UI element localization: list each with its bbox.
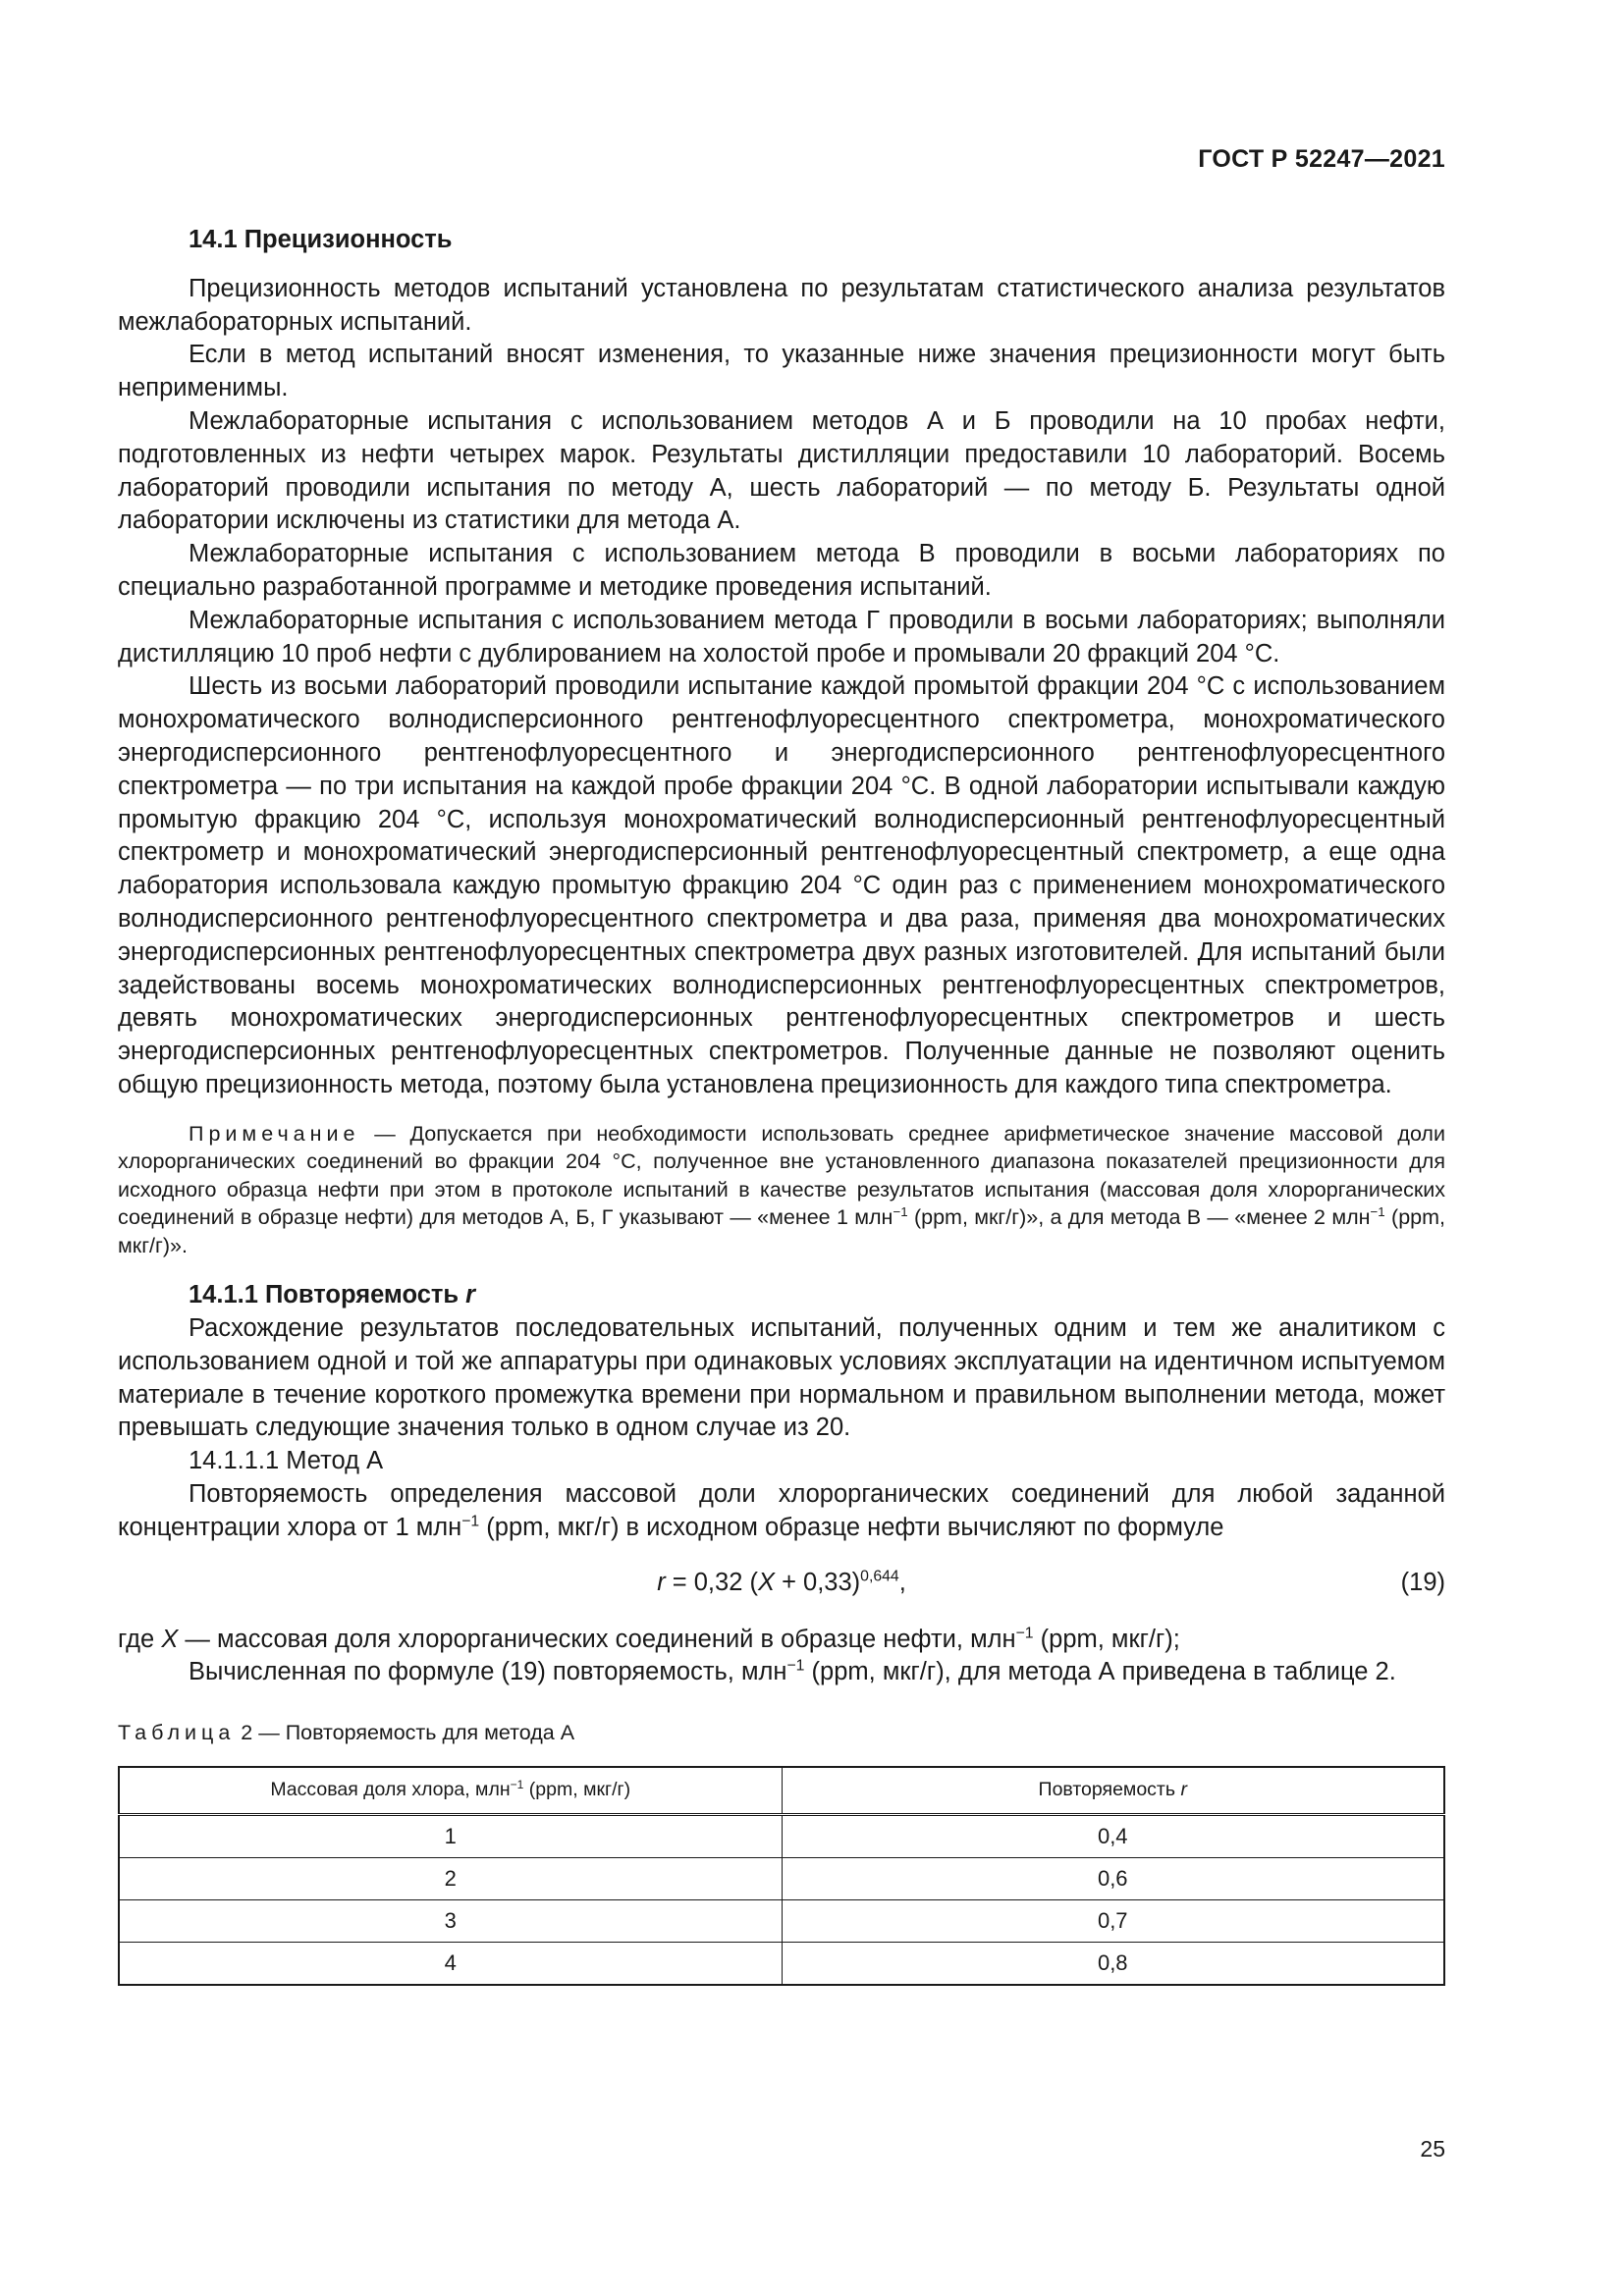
subsection-heading-symbol: r	[465, 1281, 476, 1309]
paragraph: Межлабораторные испытания с использованием метода Г проводили в восьми лабораториях; выполняли дистилляцию 10 проб нефти с дублированием на холостой пробе и промывали 20 фракций 204 °С.	[118, 606, 1445, 667]
paragraph: Расхождение результатов последовательных испытаний, полученных одним и тем же аналитиком с использованием одной и той же аппаратуры при одинаковых условиях эксплуатации на идентичном испытуемом материале в течение короткого промежутка времени при нормальном и правильном выполнении метода, может превышать следующие значения только в одном случае из 20.	[118, 1314, 1445, 1442]
paragraph: Шесть из восьми лабораторий проводили испытание каждой промытой фракции 204 °С с использованием монохроматического волнодисперсионного рентгенофлуоресцентного спектрометра, монохроматического энергодисперсионного рентгенофлуоресцентного и энергодисперсионного рентгенофлуоресцентного спектрометра — по три испытания на каждой пробе фракции 204 °С. В одной лаборатории испытывали каждую промытую фракцию 204 °С, используя монохроматический волнодисперсионный рентгенофлуоресцентный спектрометр и монохроматический энергодисперсионный рентгенофлуоресцентный спектрометр, а еще одна лаборатория использовала каждую промытую фракцию 204 °С один раз с применением монохроматического волнодисперсионного рентгенофлуоресцентного спектрометра и два раза, применяя два монохроматических энергодисперсионных рентгенофлуоресцентных спектрометра двух разных изготовителей. Для испытаний были задействованы восемь монохроматических волнодисперсионных рентгенофлуоресцентных спектрометров, девять монохроматических энергодисперсионных рентгенофлуоресцентных спектрометров и шесть энергодисперсионных рентгенофлуоресцентных спектрометров. Полученные данные не позволяют оценить общую прецизионность метода, поэтому была установлена прецизионность для каждого типа спектрометра.	[118, 672, 1445, 1098]
note-text: (ppm, мкг/г)».	[118, 1205, 1445, 1257]
table-row	[119, 1899, 1444, 1942]
cell-chlorine: 4	[119, 1942, 782, 1985]
table-header-row	[119, 1767, 1444, 1815]
note-superscript: −1	[1370, 1204, 1385, 1220]
note	[118, 1120, 1445, 1260]
paragraph: Если в метод испытаний вносят изменения, то указанные ниже значения прецизионности могут быть неприменимы.	[118, 341, 1445, 402]
note-label: Примечание	[189, 1121, 360, 1146]
subsection-heading	[118, 1279, 1445, 1312]
paragraph-text: Вычисленная по формуле (19) повторяемость, млн	[189, 1658, 787, 1686]
method-heading: 14.1.1.1 Метод А	[189, 1447, 384, 1475]
paragraph	[118, 1656, 1445, 1689]
cell-repeatability: 0,4	[782, 1814, 1444, 1857]
column-header-text: Повторяемость	[1038, 1779, 1181, 1801]
subsection-heading-text: 14.1.1 Повторяемость	[189, 1281, 466, 1309]
formula-lhs: r	[657, 1568, 666, 1596]
table-caption-label: Таблица	[118, 1721, 236, 1745]
superscript: −1	[510, 1777, 524, 1791]
page-number: 25	[1420, 2136, 1445, 2162]
cell-repeatability: 0,8	[782, 1942, 1444, 1985]
variable-definition	[118, 1624, 1445, 1657]
cell-chlorine: 3	[119, 1899, 782, 1942]
paragraph-text: (ppm, мкг/г), для метода А приведена в таблице 2.	[804, 1658, 1396, 1686]
paragraph-text: Повторяемость определения массовой доли хлорорганических соединений для любой заданной концентрации хлора от 1 млн	[118, 1480, 1445, 1541]
superscript: −1	[461, 1513, 480, 1530]
paragraph-text: (ppm, мкг/г) в исходном образце нефти вычисляют по формуле	[479, 1513, 1224, 1541]
superscript: −1	[1015, 1625, 1034, 1642]
cell-chlorine: 2	[119, 1857, 782, 1899]
formula-part: + 0,33)	[774, 1568, 861, 1596]
paragraph: Межлабораторные испытания с использованием метода В проводили в восьми лабораториях по специально разработанной программе и методике проведения испытаний.	[118, 540, 1445, 601]
paragraph	[118, 1478, 1445, 1545]
table-row	[119, 1814, 1444, 1857]
cell-repeatability: 0,7	[782, 1899, 1444, 1942]
formula-variable: X	[757, 1568, 775, 1596]
repeatability-table	[118, 1766, 1445, 1986]
column-header-text: (ppm, мкг/г)	[523, 1779, 631, 1801]
cell-chlorine: 1	[119, 1814, 782, 1857]
document-body	[118, 224, 1445, 1986]
table-row	[119, 1942, 1444, 1985]
document-code: ГОСТ Р 52247—2021	[1198, 145, 1445, 173]
table-row	[119, 1857, 1444, 1899]
definition-text: (ppm, мкг/г);	[1033, 1625, 1180, 1653]
note-text: — Допускается при необходимости использовать среднее арифметическое значение массовой доли хлорорганических соединений во фракции 204 °С, полученное вне установленного диапазона показателей прецизионности для исходного образца нефти при этом в протоколе испытаний в качестве результатов испытания (массовая доля хлорорганических соединений в образце нефти) для методов А, Б, Г указывают — «менее 1 млн	[118, 1121, 1445, 1230]
formula-part: ,	[898, 1568, 906, 1596]
superscript: −1	[786, 1657, 805, 1675]
formula	[118, 1567, 1445, 1600]
column-header-text: Массовая доля хлора, млн	[270, 1779, 511, 1801]
column-header-chlorine	[119, 1767, 782, 1815]
cell-repeatability: 0,6	[782, 1857, 1444, 1899]
note-superscript: −1	[893, 1204, 908, 1220]
table-caption-text: 2 — Повторяемость для метода А	[235, 1721, 575, 1745]
definition-variable: X	[161, 1625, 179, 1653]
formula-row	[118, 1567, 1445, 1600]
definition-text: — массовая доля хлорорганических соединений в образце нефти, млн	[178, 1625, 1016, 1653]
note-text: (ppm, мкг/г)», а для метода В — «менее 2 млн	[907, 1205, 1371, 1230]
column-header-symbol: r	[1180, 1779, 1187, 1801]
paragraph: Прецизионность методов испытаний установлена по результатам статистического анализа результатов межлабораторных испытаний.	[118, 274, 1445, 336]
formula-part: = 0,32 (	[665, 1568, 758, 1596]
section-heading: 14.1 Прецизионность	[189, 226, 453, 253]
paragraph: Межлабораторные испытания с использованием методов А и Б проводили на 10 пробах нефти, подготовленных из нефти четырех марок. Результаты дистилляции предоставили 10 лабораторий. Восемь лабораторий проводили испытания по методу А, шесть лабораторий — по методу Б. Результаты одной лаборатории исключены из статистики для метода А.	[118, 406, 1445, 535]
formula-exponent: 0,644	[860, 1568, 899, 1585]
table-caption	[118, 1717, 1445, 1750]
column-header-repeatability	[782, 1767, 1444, 1815]
definition-text: где	[118, 1625, 162, 1653]
formula-number: (19)	[1400, 1568, 1445, 1596]
